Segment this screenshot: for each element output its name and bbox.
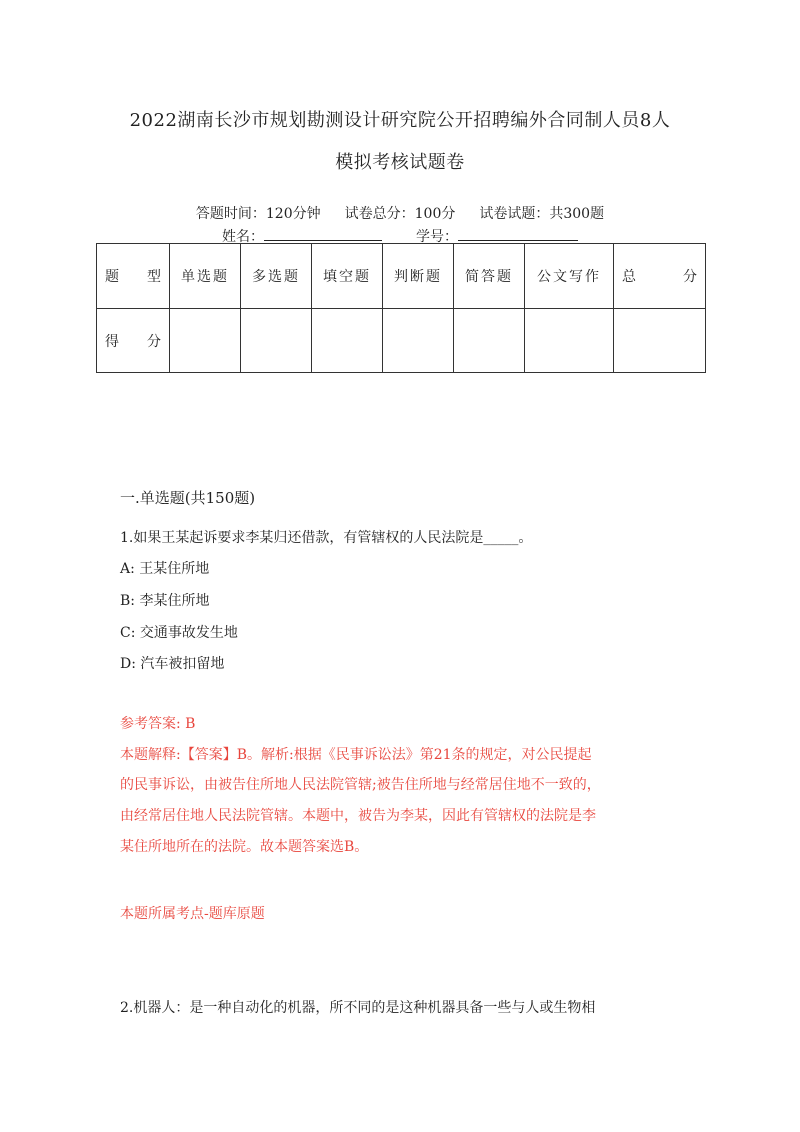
section-title: 一.单选题(共150题): [120, 489, 256, 507]
header-single-choice: 单选题: [170, 244, 241, 309]
exam-time: 答题时间：120分钟: [195, 206, 321, 222]
explanation-line: 本题解释:【答案】B。解析:根据《民事诉讼法》第21条的规定，对公民提起: [120, 747, 592, 763]
score-cell: [383, 309, 454, 373]
student-id-blank: [458, 228, 578, 241]
header-true-false: 判断题: [383, 244, 454, 309]
score-cell: [525, 309, 614, 373]
name-label: 姓名：: [222, 229, 264, 245]
score-table: [96, 243, 706, 373]
score-cell: [454, 309, 525, 373]
explanation-line: 某住所地所在的法院。故本题答案选B。: [120, 839, 369, 855]
option-d: D: 汽车被扣留地: [120, 656, 225, 672]
exam-question-count: 试卷试题：共300题: [479, 206, 605, 222]
name-blank: [264, 228, 382, 241]
reference-answer: 参考答案: B: [120, 716, 196, 732]
question-stem: 2.机器人：是一种自动化的机器，所不同的是这种机器具备一些与人或生物相: [120, 1000, 596, 1016]
exam-title-line1: 2022湖南长沙市规划勘测设计研究院公开招聘编外合同制人员8人: [129, 110, 671, 131]
student-id-label: 学号：: [416, 229, 458, 245]
score-cell: [312, 309, 383, 373]
question-stem: 1.如果王某起诉要求李某归还借款，有管辖权的人民法院是_____。: [120, 530, 533, 546]
option-b: B: 李某住所地: [120, 593, 210, 609]
header-total: 总 分: [614, 244, 706, 309]
knowledge-point: 本题所属考点-题库原题: [120, 906, 265, 922]
score-cell: [614, 309, 706, 373]
option-a: A: 王某住所地: [120, 561, 210, 577]
score-label: 得 分: [97, 309, 170, 373]
explanation-line: 的民事诉讼，由被告住所地人民法院管辖;被告住所地与经常居住地不一致的，: [120, 777, 601, 793]
exam-total-score: 试卷总分：100分: [344, 206, 456, 222]
header-multiple-choice: 多选题: [241, 244, 312, 309]
exam-info: [0, 203, 800, 223]
score-cell: [170, 309, 241, 373]
header-short-answer: 简答题: [454, 244, 525, 309]
score-table-score-row: [97, 309, 706, 373]
exam-title-line2: 模拟考核试题卷: [335, 152, 465, 173]
option-c: C: 交通事故发生地: [120, 625, 238, 641]
score-table-header-row: [97, 244, 706, 309]
score-cell: [241, 309, 312, 373]
explanation-line: 由经常居住地人民法院管辖。本题中，被告为李某，因此有管辖权的法院是李: [120, 808, 596, 824]
header-document-writing: 公文写作: [525, 244, 614, 309]
question-type-label: 题 型: [97, 244, 170, 309]
header-fill-blank: 填空题: [312, 244, 383, 309]
